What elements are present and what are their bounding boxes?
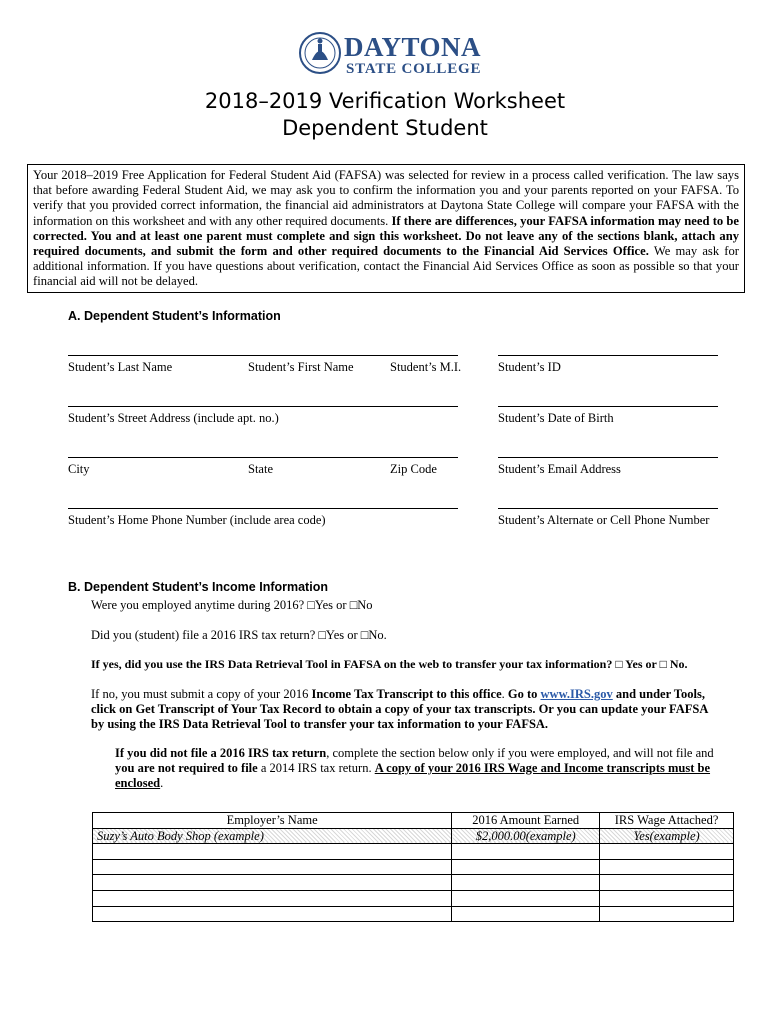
middle-initial-label: Student’s M.I. [390, 360, 462, 374]
not-filed-text-1: If you did not file a 2016 IRS tax return [115, 746, 327, 760]
student-id-label: Student’s ID [498, 360, 561, 374]
table-row[interactable] [93, 859, 734, 875]
irs-wage-header: IRS Wage Attached? [600, 813, 734, 829]
if-no-text-2: Income Tax Transcript to this office [311, 687, 502, 701]
street-address-field-line[interactable] [68, 406, 458, 407]
employer-table [92, 812, 734, 922]
irs-wage-cell[interactable] [600, 875, 734, 891]
employer-name-cell[interactable] [93, 875, 452, 891]
cell-phone-field-line[interactable] [498, 508, 718, 509]
if-no-text-4: Go to [507, 687, 541, 701]
irs-wage-cell[interactable] [600, 844, 734, 860]
document-subtitle: Dependent Student [282, 116, 488, 140]
not-filed-text-2: , complete the section below only if you were employed, and will not file and [326, 746, 714, 760]
college-seal-icon [298, 28, 344, 80]
email-field-line[interactable] [498, 457, 718, 458]
home-phone-field-line[interactable] [68, 508, 458, 509]
intro-text-bold: If there are differences, your FAFSA information may need to be corrected. You and at least one parent must complete and sign this worksheet. Do not leave any of the sections blank, attach any required documents, and submit the form and other required documents to the Financial Aid Services Office. [33, 213, 739, 259]
irs-wage-cell[interactable] [600, 906, 734, 922]
cell-phone-label: Student’s Alternate or Cell Phone Number [498, 513, 710, 527]
amount-earned-cell[interactable] [452, 844, 600, 860]
amount-earned-cell[interactable] [452, 859, 600, 875]
street-address-label: Student’s Street Address (include apt. no.) [68, 411, 279, 425]
table-row[interactable] [93, 906, 734, 922]
example-wage-cell: Yes(example) [600, 828, 734, 844]
example-employer-cell: Suzy’s Auto Body Shop (example) [93, 828, 452, 844]
employer-name-cell[interactable] [93, 906, 452, 922]
zip-label: Zip Code [390, 462, 437, 476]
amount-earned-cell[interactable] [452, 875, 600, 891]
table-row[interactable] [93, 875, 734, 891]
name-field-line[interactable] [68, 355, 458, 356]
table-row-example [93, 828, 734, 844]
document-title: 2018–2019 Verification Worksheet [204, 89, 566, 113]
table-row[interactable] [93, 844, 734, 860]
data-retrieval-question-text: , did you use the IRS Data Retrieval Tool in FAFSA on the web to transfer your tax information? □ Yes or □ No. [118, 657, 688, 671]
home-phone-label: Student’s Home Phone Number (include area code) [68, 513, 326, 527]
employed-question[interactable]: Were you employed anytime during 2016? □Yes or □No [91, 598, 373, 612]
last-name-label: Student’s Last Name [68, 360, 173, 374]
employer-name-cell[interactable] [93, 890, 452, 906]
irs-wage-cell[interactable] [600, 890, 734, 906]
irs-wage-cell[interactable] [600, 859, 734, 875]
table-row[interactable] [93, 890, 734, 906]
date-of-birth-field-line[interactable] [498, 406, 718, 407]
not-filed-text-4: a 2014 IRS tax return. [257, 761, 375, 775]
date-of-birth-label: Student’s Date of Birth [498, 411, 614, 425]
intro-text-1: Your 2018–2019 Free Application for Federal Student Aid (FAFSA) was selected for review in a process called verification. The law says that before awarding Federal Student Aid, we may ask you to confirm the information you and your parents reported on your FAFSA. To verify that you provided correct information, the financial aid administrators at Daytona State College will compare your FAFSA with the information on this worksheet and with any other required documents. [33, 168, 739, 228]
amount-earned-cell[interactable] [452, 906, 600, 922]
if-no-text-5: and under Tools, click on Get Transcript of Your Tax Record to obtain a copy of your tax transcripts. Or you can update your FAFSA by using the IRS Data Retrieval Tool to transfer your tax information to your FAFSA. [91, 687, 708, 731]
state-label: State [248, 462, 273, 476]
not-filed-instructions [115, 746, 721, 791]
if-no-instructions [91, 687, 721, 732]
college-logo [298, 28, 482, 80]
if-yes-text: If yes [91, 657, 119, 671]
if-no-text-1: If no, you must submit a copy of your 2016 [91, 687, 312, 701]
filed-tax-return-question[interactable]: Did you (student) file a 2016 IRS tax return? □Yes or □No. [91, 628, 387, 642]
employer-name-header: Employer’s Name [93, 813, 452, 829]
city-state-zip-field-line[interactable] [68, 457, 458, 458]
intro-text-2: We may ask for additional information. If you have questions about verification, contact the Financial Aid Services Office as soon as possible so that your financial aid will not be delayed. [33, 244, 739, 289]
amount-earned-cell[interactable] [452, 890, 600, 906]
irs-website-link[interactable]: www.IRS.gov [540, 687, 613, 701]
data-retrieval-question[interactable] [91, 657, 688, 672]
table-header-row [93, 813, 734, 829]
logo-sub: STATE COLLEGE [346, 61, 482, 77]
not-filed-text-6: . [160, 776, 164, 790]
employer-name-cell[interactable] [93, 859, 452, 875]
intro-notice-box [27, 164, 745, 293]
not-filed-text-5: A copy of your 2016 IRS Wage and Income transcripts must be enclosed [115, 761, 711, 790]
not-filed-text-3: you are not required to file [115, 761, 258, 775]
logo-name: DAYTONA [344, 32, 482, 62]
email-label: Student’s Email Address [498, 462, 621, 476]
section-b-heading: B. Dependent Student’s Income Information [68, 580, 328, 594]
employer-name-cell[interactable] [93, 844, 452, 860]
city-label: City [68, 462, 90, 476]
example-amount-cell: $2,000.00(example) [452, 828, 600, 844]
first-name-label: Student’s First Name [248, 360, 354, 374]
amount-earned-header: 2016 Amount Earned [452, 813, 600, 829]
if-no-text-3: . [501, 687, 508, 701]
student-id-field-line[interactable] [498, 355, 718, 356]
section-a-heading: A. Dependent Student’s Information [68, 309, 281, 323]
